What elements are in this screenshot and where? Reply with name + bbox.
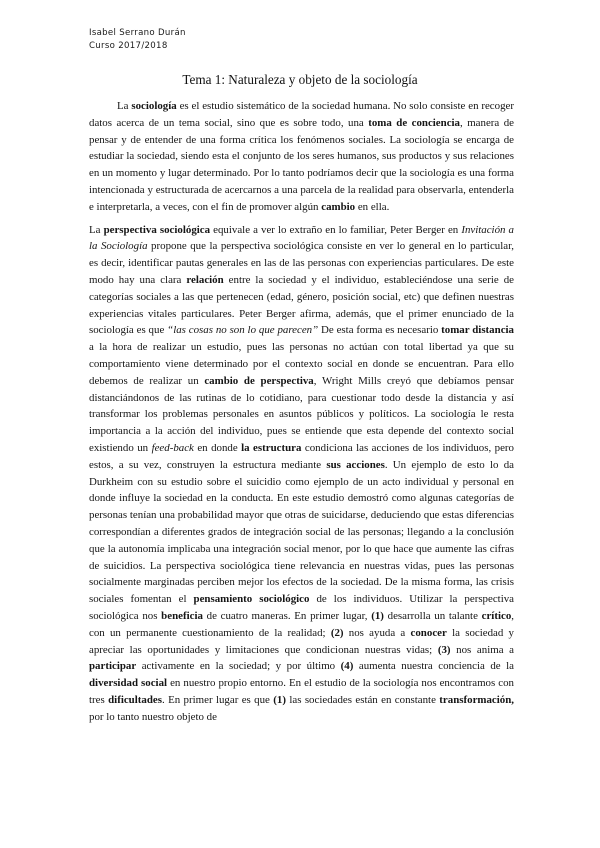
book-title: Invitación a la Sociología [89, 223, 514, 253]
paragraph-perspectiva: La perspectiva sociológica equivale a ver lo extraño en lo familiar, Peter Berger en Invitación a la Sociología propone que la perspectiva sociológica consiste en ver lo general en lo particular, es decir, identificar pautas generales en las de las personas con experiencias particulares. De este modo hay una clara relación entre la sociedad y el individuo, estableciéndose una serie de categorías sociales a las que pertenecen (edad, género, posición social, etc) que definen nuestras experiencias vitales particulares. Peter Berger afirma, además, que el primer enunciado de la sociología es que “las cosas no son lo que parecen” De esta forma es necesario tomar distancia a la hora de realizar un estudio, pues las personas no actúan con total libertad ya que su comportamiento viene determinado por el contexto social en donde se encuentran. Para ello debemos de realizar un cambio de perspectiva, Wright Mills creyó que debíamos pensar distanciándonos de las rutinas de lo cotidiano, para cuestionar todo desde la distancia y así transformar los problemas personales en asuntos públicos y políticos. La sociología le resta importancia a la acción del individuo, pues se entiende que esta depende del contexto social existiendo un feed-back en donde la estructura condiciona las acciones de los individuos, pero estos, a su vez, construyen la estructura mediante sus acciones. Un ejemplo de esto lo da Durkheim con su estudio sobre el suicidio como ejemplo de un acto individual y personal en donde influye la sociedad en la conducta. En este estudio demostró como algunas categorías de personas tenían una probabilidad mayor que otras de suicidarse, deduciendo que estas diferencias correspondían a diferentes grados de integración social de las personas; llegando a la conclusión que la autonomía implicaba una integración social menor, por lo que hace que aumente las cifras de suicidios. La perspectiva sociológica tiene relevancia en nuestras vidas, pues las personas socialmente marginadas perciben mejor los efectos de la sociedad. De la misma forma, las crisis sociales fomentan el pensamiento sociológico de los individuos. Utilizar la perspectiva sociológica nos beneficia de cuatro maneras. En primer lugar, (1) desarrolla un talante crítico, con un permanente cuestionamiento de la realidad; (2) nos ayuda a conocer la sociedad y apreciar las oportunidades y limitaciones que condicionan nuestras vidas; (3) nos anima a participar activamente en la sociedad; y por último (4) aumenta nuestra conciencia de la diversidad social en nuestro propio entorno. En el estudio de la sociología nos encontramos con tres dificultades. En primer lugar es que (1) las sociedades están en constante transformación, por lo tanto nuestro objeto de [89, 223, 515, 723]
term-toma-de-conciencia: toma de conciencia [368, 116, 461, 129]
author-name: Isabel Serrano Durán [89, 28, 186, 38]
term-tomar-distancia: tomar distancia [441, 324, 514, 337]
term-dificultades: dificultades [108, 693, 162, 706]
term-conocer: conocer [410, 626, 447, 639]
term-relacion: relación [186, 273, 224, 286]
course-label: Curso 2017/2018 [89, 41, 168, 51]
term-sociologia: sociología [131, 100, 177, 112]
quote-cosas: “las cosas no son lo que parecen” [167, 324, 319, 337]
document-body [89, 98, 514, 731]
term-cambio: cambio [321, 200, 356, 213]
paragraph-intro: La sociología es el estudio sistemático de la sociedad humana. No solo consiste en recoger datos acerca de un tema social, sino que es sobre todo, una toma de conciencia, manera de pensar y de entender de una forma crítica los fenómenos sociales. La sociología se encarga de estudiar la sociedad, siendo esta el conjunto de los seres humanos, sus productos y sus relaciones en un momento y lugar determinado. Por lo tanto podríamos decir que la sociología es una forma intencionada y estructurada de acercarnos a una parcela de la realidad para observarla, entenderla e interpretarla, a veces, con el fin de promover algún cambio en ella. [89, 100, 514, 213]
term-pensamiento-sociologico: pensamiento sociológico [193, 593, 310, 606]
term-beneficia: beneficia [161, 609, 203, 622]
term-critico: crítico [481, 609, 512, 622]
term-sus-acciones: sus acciones [326, 458, 385, 471]
term-perspectiva-sociologica: perspectiva sociológica [103, 223, 211, 236]
term-transformacion: transformación, [439, 693, 515, 706]
term-la-estructura: la estructura [241, 441, 302, 454]
page-header [89, 27, 186, 53]
page-title: Tema 1: Naturaleza y objeto de la sociología [182, 72, 418, 87]
term-participar: participar [89, 660, 137, 673]
term-cambio-perspectiva: cambio de perspectiva [204, 374, 314, 387]
term-diversidad-social: diversidad social [89, 677, 168, 690]
term-feed-back: feed-back [151, 441, 194, 454]
